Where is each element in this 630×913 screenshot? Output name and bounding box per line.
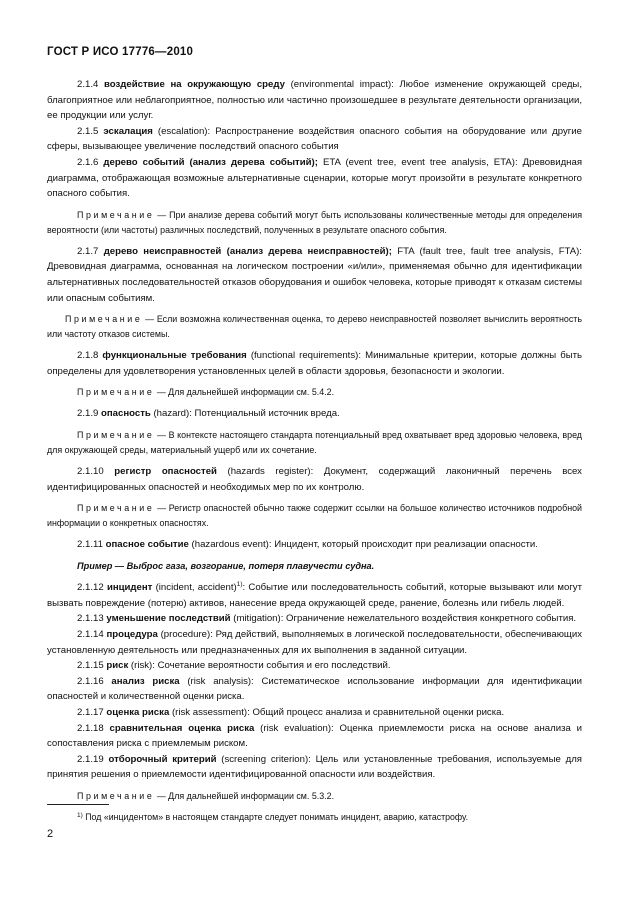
document-body (47, 77, 582, 810)
term: дерево неисправностей (анализ дерева неисправностей); (103, 245, 392, 257)
clause-number: 2.1.9 (77, 408, 99, 420)
note-label: Примечание (77, 429, 155, 440)
footnote-ref: 1) (236, 581, 243, 589)
term: отборочный критерий (108, 753, 217, 765)
clause-number: 2.1.6 (77, 156, 99, 168)
clause-number: 2.1.11 (77, 539, 103, 551)
term: процедура (106, 629, 158, 641)
term: опасность (101, 408, 151, 420)
definition-2-1-7 (47, 244, 582, 306)
term: анализ риска (111, 675, 180, 687)
note-text: — При анализе дерева событий могут быть использованы количественные методы для определения вероятности (или частоты) различных последствий, полученных в результате опасного события. (47, 209, 582, 235)
example-2-1-11: Пример — Выброс газа, возгорание, потеря плавучести судна. (77, 560, 375, 571)
term: функциональные требования (102, 350, 247, 362)
note-label: Примечание (77, 387, 155, 398)
definition-text: (risk assessment): Общий процесс анализа и сравнительной оценки риска. (169, 707, 505, 719)
definition-2-1-11 (47, 537, 582, 553)
definition-2-1-16 (47, 674, 582, 705)
definition-text: (functional requirements): Минимальные критерии, которые должны быть определены для удовлетворения установленных целей в области здоровья, безопасности и экологии. (47, 350, 582, 377)
term: эскалация (103, 125, 153, 137)
note-label: Примечание (77, 209, 155, 220)
definition-text: FTA (fault tree, fault tree analysis, FTA): Древовидная диаграмма, основанная на логическом построении «и/или», применяемая обычно для идентификации альтернативных последовательностей отказов оборудования и ошибок человека, которые приводят к отказам системы или опасным событиям. (47, 245, 582, 304)
note-label: Примечание (77, 503, 155, 514)
clause-number: 2.1.19 (77, 753, 104, 765)
definition-text: (hazardous event): Инцидент, который происходит при реализации опасности. (188, 539, 538, 551)
definition-text: (environmental impact): Любое изменение окружающей среды, благоприятное или неблагоприятное, полностью или частично произошедшее в результате деятельности организации, ее продукции или услуг. (47, 79, 582, 122)
note-2-1-6 (47, 208, 582, 238)
clause-number: 2.1.4 (77, 79, 99, 90)
term: оценка риска (106, 707, 170, 719)
note-2-1-19 (47, 789, 582, 804)
note-2-1-7 (47, 312, 582, 342)
definition-2-1-5 (47, 124, 582, 155)
clause-number: 2.1.7 (77, 245, 99, 257)
footnote-divider (47, 804, 109, 805)
clause-number: 2.1.12 (77, 582, 104, 594)
definition-2-1-17 (47, 705, 582, 721)
definition-text: (screening criterion): Цель или установленные требования, используемые для принятия решения о приемлемости идентифицированной опасности или воздействия. (47, 753, 582, 781)
note-text: — Регистр опасностей обычно также содержит ссылки на большое количество источников подробной информации о конкретных опасностях. (47, 503, 582, 529)
clause-number: 2.1.5 (77, 125, 99, 137)
definition-text: (hazard): Потенциальный источник вреда. (150, 408, 340, 420)
definition-2-1-14 (47, 627, 582, 658)
clause-number: 2.1.18 (77, 722, 104, 734)
definition-2-1-4 (47, 77, 582, 124)
standard-header: ГОСТ Р ИСО 17776—2010 (47, 46, 194, 58)
definition-text: (risk evaluation): Оценка приемлемости риска на основе анализа и сопоставления риска с приемлемым риском. (47, 722, 582, 750)
note-label: Примечание (65, 314, 143, 325)
definition-2-1-9 (47, 406, 582, 422)
definition-text: : Событие или последовательность событий, которые вызывают или могут вызвать повреждение (потерю) активов, нанесение вреда окружающей среде, ранение, болезнь или гибель людей. (47, 582, 582, 609)
note-2-1-10 (47, 501, 582, 531)
clause-number: 2.1.15 (77, 660, 104, 672)
page-number: 2 (47, 828, 54, 840)
definition-text: (escalation): Распространение воздействия опасного события на оборудование или другие сферы, вызывающее увеличение последствий опасного события (47, 125, 582, 153)
definition-text-pre: (incident, accident) (152, 582, 237, 594)
term: риск (106, 660, 129, 672)
clause-number: 2.1.14 (77, 629, 104, 641)
definition-text: (procedure): Ряд действий, выполняемых в логической последовательности, обеспечивающих установленную деятельность или предназначенных для их выполнения в заданной ситуации. (47, 629, 582, 656)
footnote (77, 810, 468, 826)
footnote-text: Под «инцидентом» в настоящем стандарте следует понимать инцидент, аварию, катастрофу. (82, 812, 469, 822)
term: опасное событие (105, 539, 189, 551)
note-text: — Для дальнейшей информации см. 5.3.2. (154, 791, 335, 801)
clause-number: 2.1.8 (77, 350, 99, 362)
definition-text: (risk analysis): Систематическое использование информации для идентификации опасностей и количественной оценки риска. (47, 675, 583, 703)
definition-2-1-13 (47, 611, 582, 627)
definition-2-1-6 (47, 155, 582, 202)
definition-2-1-10 (47, 464, 582, 495)
definition-2-1-19 (47, 752, 582, 783)
note-2-1-9 (47, 428, 582, 458)
note-text: — В контексте настоящего стандарта потенциальный вред охватывает вред здоровью человека, вред для окружающей среды, материальный ущерб или их сочетание. (47, 429, 582, 455)
term: дерево событий (анализ дерева событий); (103, 156, 318, 168)
definition-text: (risk): Сочетание вероятности события и его последствий. (128, 660, 391, 672)
note-text: — Для дальнейшей информации см. 5.4.2. (154, 387, 335, 398)
note-text: — Если возможна количественная оценка, то дерево неисправностей позволяет вычислить вероятность или частоту отказов системы. (47, 314, 582, 340)
term: уменьшение последствий (106, 613, 231, 625)
definition-2-1-18 (47, 721, 582, 752)
definition-2-1-12 (47, 580, 582, 611)
definition-text: (mitigation): Ограничение нежелательного воздействия конкретного события. (230, 613, 577, 625)
term: регистр опасностей (114, 465, 217, 477)
term: инцидент (106, 582, 153, 594)
note-label: Примечание (77, 791, 155, 801)
definition-2-1-15 (47, 658, 582, 674)
definition-2-1-8 (47, 348, 582, 379)
term: воздействие на окружающую среду (104, 79, 285, 90)
clause-number: 2.1.10 (77, 465, 104, 477)
definition-text: ETA (event tree, event tree analysis, ETA): Древовидная диаграмма, отображающая возможные альтернативные сценарии, которые могут произойти в результате конкретного опасного события. (47, 156, 583, 200)
clause-number: 2.1.17 (77, 707, 104, 719)
note-2-1-8 (47, 385, 582, 400)
term: сравнительная оценка риска (109, 722, 255, 734)
definition-text: (hazards register): Документ, содержащий лаконичный перечень всех идентифицированных опасностей и необходимых мер по их контролю. (47, 465, 582, 493)
clause-number: 2.1.13 (77, 613, 104, 625)
clause-number: 2.1.16 (77, 675, 104, 687)
footnote-mark: 1) (77, 812, 83, 819)
